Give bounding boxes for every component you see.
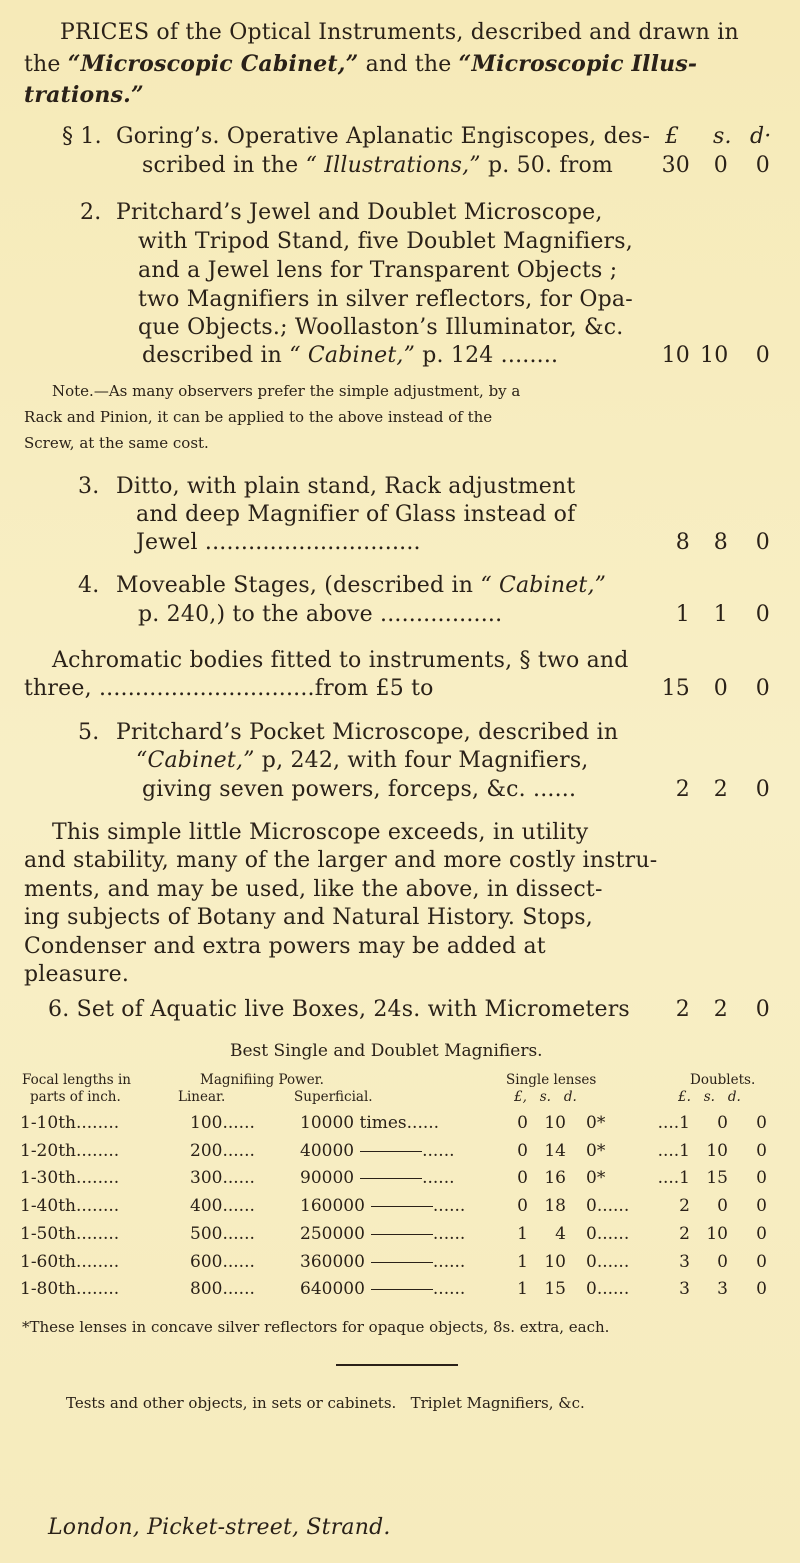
row-single-pence: 0...... [586,1223,630,1244]
row-superficial-leader: ...... [432,1279,466,1300]
item-3-shillings: 8 [713,530,728,555]
item-3-pence: 0 [755,530,770,555]
item-4-pence: 0 [755,602,770,627]
para-line-4: ing subjects of Botany and Natural History. Stops, [24,905,593,930]
row-doublet-pounds: ....1 [657,1140,690,1161]
header-single: Single lenses [506,1072,597,1088]
row-focal: 1-20th........ [20,1140,120,1161]
item-2-line-2: with Tripod Stand, five Doublet Magnifiers, [138,229,633,254]
item-6-shillings: 2 [713,997,728,1022]
ditto-dash [371,1289,433,1290]
row-superficial [300,1196,466,1217]
header-superficial: Superficial. [294,1089,373,1105]
row-focal: 1-40th........ [20,1196,120,1217]
para-line-6: pleasure. [24,962,130,987]
currency-pence: d· [750,124,772,149]
item-5-line-3: giving seven powers, forceps, &c. ...... [142,777,577,802]
header-linear: Linear. [178,1089,226,1105]
header-line-3: trations.” [24,82,144,108]
row-doublet-shillings: 0 [717,1251,728,1272]
row-focal: 1-80th........ [20,1279,120,1300]
row-doublet-pounds: 3 [679,1251,690,1272]
item-2-number: 2. [80,200,102,225]
item-3-line-3: Jewel .............................. [136,530,421,555]
row-superficial-value: 90000 [300,1168,355,1189]
item-4-ref: “ Cabinet,” [480,573,607,598]
row-doublet-shillings: 10 [706,1140,728,1161]
item-4-line-1-pre: Moveable Stages, (described in [116,573,481,598]
item-1-line-1: Goring’s. Operative Aplanatic Engiscopes, des- [116,124,651,149]
header-title-illustrations: “Microscopic Illus- [458,51,698,77]
header-line-2-mid: and the [358,52,459,77]
row-superficial-value: 160000 [300,1196,365,1217]
achromatic-line-1: Achromatic bodies fitted to instruments, § two and [52,648,629,673]
row-doublet-pence: 0 [756,1196,767,1217]
currency-shillings: s. [713,124,732,149]
ditto-dash [371,1262,433,1263]
header-line-2-pre: the [24,52,68,77]
row-superficial [300,1141,460,1161]
row-single-pence: 0...... [586,1196,630,1217]
header-single-units: £, s. d. [514,1089,577,1105]
row-single-pounds: 0 [517,1168,528,1189]
item-1-shillings: 0 [713,153,728,178]
currency-pounds: £ [665,124,680,149]
row-single-shillings: 16 [544,1168,566,1189]
item-1-pence: 0 [755,153,770,178]
row-single-shillings: 15 [544,1279,566,1300]
note-line-2: Rack and Pinion, it can be applied to the above instead of the [24,408,493,426]
item-2-pence: 0 [755,343,770,368]
row-single-pence: 0* [586,1168,606,1189]
row-single-pounds: 1 [517,1223,528,1244]
row-superficial-leader: ...... [422,1168,455,1189]
ditto-dash [360,1178,422,1179]
item-5-line-1: Pritchard’s Pocket Microscope, described in [116,720,619,745]
row-superficial-value: 250000 [300,1223,365,1244]
item-1-line-2-pre: scribed in the [142,153,306,178]
item-2-line-1: Pritchard’s Jewel and Doublet Microscope, [116,200,603,225]
item-4-shillings: 1 [713,602,728,627]
item-4-pounds: 1 [675,602,690,627]
item-1-number: § 1. [62,124,102,149]
row-doublet-pence: 0 [756,1279,767,1300]
note-line-1: Note.—As many observers prefer the simple adjustment, by a [52,382,521,400]
note-line-3: Screw, at the same cost. [24,434,209,452]
row-focal: 1-50th........ [20,1223,120,1244]
row-superficial [300,1223,466,1244]
achromatic-line-2: three, ..............................from £5 to [24,676,434,701]
item-3-pounds: 8 [675,530,690,555]
row-single-shillings: 10 [544,1113,566,1133]
item-2-pounds: 10 [661,343,690,368]
item-3-line-2: and deep Magnifier of Glass instead of [136,502,576,527]
row-single-shillings: 18 [544,1196,566,1217]
row-doublet-pence: 0 [756,1113,767,1133]
header-power: Magnifiing Power. [200,1072,324,1088]
item-2-shillings: 10 [700,343,729,368]
item-5-shillings: 2 [713,777,728,802]
row-superficial [300,1113,460,1133]
row-doublet-shillings: 0 [717,1113,728,1133]
row-linear: 800...... [190,1279,255,1300]
row-superficial-leader: ...... [432,1196,466,1217]
row-doublet-pounds: ....1 [657,1168,690,1189]
row-focal: 1-10th........ [20,1113,120,1133]
row-superficial-value: 40000 [300,1140,355,1161]
footer-tests: Tests and other objects, in sets or cabinets. Triplet Magnifiers, &c. [66,1394,585,1412]
row-linear: 600...... [190,1251,255,1272]
row-superficial-value: 640000 [300,1279,365,1300]
item-4-line-2: p. 240,) to the above ................. [138,602,503,627]
header-focal-1: Focal lengths in [22,1072,131,1088]
row-single-pounds: 1 [517,1279,528,1300]
row-linear: 200...... [190,1140,255,1161]
row-superficial [300,1251,466,1272]
para-line-2: and stability, many of the larger and more costly instru- [24,848,658,873]
row-doublet-shillings: 0 [717,1196,728,1217]
row-doublet-pounds: ....1 [657,1113,690,1133]
magnifiers-footnote: *These lenses in concave silver reflectors for opaque objects, 8s. extra, each. [22,1318,610,1336]
row-linear: 300...... [190,1168,255,1189]
item-5-ref: “Cabinet,” [136,748,255,773]
item-3-number: 3. [78,474,100,499]
row-doublet-pounds: 2 [679,1223,690,1244]
row-single-shillings: 4 [555,1223,566,1244]
achromatic-pence: 0 [755,676,770,701]
item-2-line-6-pre: described in [142,343,290,368]
achromatic-pounds: 15 [661,676,690,701]
para-line-3: ments, and may be used, like the above, in dissect- [24,877,603,902]
header-title-cabinet: “Microscopic Cabinet,” [67,51,359,77]
row-doublet-shillings: 15 [706,1168,728,1189]
item-4-number: 4. [78,573,100,598]
item-2-ref: “ Cabinet,” [289,343,416,368]
ditto-dash [371,1206,433,1207]
item-5-pounds: 2 [675,777,690,802]
ditto-dash [371,1234,433,1235]
item-5-pence: 0 [755,777,770,802]
header-focal-2: parts of inch. [30,1089,121,1105]
item-2-line-6 [142,343,558,368]
row-focal: 1-60th........ [20,1251,120,1272]
item-1-pounds: 30 [661,153,690,178]
row-single-pence: 0...... [586,1279,630,1300]
header-doublet-units: £. s. d. [678,1089,741,1105]
footer-address: London, Picket-street, Strand. [48,1515,391,1540]
item-3-line-1: Ditto, with plain stand, Rack adjustment [116,474,576,499]
item-2-line-3: and a Jewel lens for Transparent Objects ; [138,258,618,283]
item-1-line-2 [142,153,613,178]
item-6-pounds: 2 [675,997,690,1022]
achromatic-shillings: 0 [713,676,728,701]
row-superficial [300,1279,466,1300]
row-superficial-leader: ...... [432,1223,466,1244]
row-single-pounds: 0 [517,1140,528,1161]
row-superficial [300,1168,460,1188]
row-superficial-leader: ...... [432,1251,466,1272]
row-single-pence: 0...... [586,1251,630,1272]
row-doublet-pounds: 3 [679,1279,690,1300]
item-4-line-1 [116,573,606,598]
row-doublet-pence: 0 [756,1168,767,1189]
item-6-line: 6. Set of Aquatic live Boxes, 24s. with Micrometers [48,997,630,1022]
header-doublets: Doublets. [690,1072,756,1088]
row-doublet-shillings: 3 [717,1279,728,1300]
row-single-shillings: 14 [544,1140,566,1161]
row-superficial-leader: ...... [422,1140,455,1161]
row-doublet-pounds: 2 [679,1196,690,1217]
header-line-2 [24,51,697,77]
row-single-pence: 0* [586,1140,606,1161]
para-line-5: Condenser and extra powers may be added at [24,934,546,959]
item-6-pence: 0 [755,997,770,1022]
row-single-shillings: 10 [544,1251,566,1272]
row-doublet-pence: 0 [756,1223,767,1244]
row-linear: 400...... [190,1196,255,1217]
row-superficial-value: 360000 [300,1251,365,1272]
row-doublet-pence: 0 [756,1251,767,1272]
row-single-pounds: 0 [517,1113,528,1133]
item-2-line-6-post: p. 124 ........ [415,343,559,368]
row-single-pounds: 0 [517,1196,528,1217]
ditto-dash [360,1151,422,1152]
row-linear: 500...... [190,1223,255,1244]
item-1-line-2-post: p. 50. from [480,153,613,178]
row-superficial-value: 10000 times...... [300,1113,440,1133]
item-2-line-4: two Magnifiers in silver reflectors, for Opa- [138,287,633,312]
row-linear: 100...... [190,1113,255,1133]
para-line-1: This simple little Microscope exceeds, in utility [52,820,589,845]
item-2-line-5: que Objects.; Woollaston’s Illuminator, &c. [138,315,624,340]
row-single-pounds: 1 [517,1251,528,1272]
row-doublet-pence: 0 [756,1140,767,1161]
row-doublet-shillings: 10 [706,1223,728,1244]
item-5-number: 5. [78,720,100,745]
item-5-line-2-post: p, 242, with four Magnifiers, [254,748,589,773]
magnifiers-title: Best Single and Doublet Magnifiers. [230,1041,543,1061]
row-focal: 1-30th........ [20,1168,120,1189]
item-1-ref: “ Illustrations,” [305,153,481,178]
header-line-1: PRICES of the Optical Instruments, described and drawn in [60,20,739,45]
row-single-pence: 0* [586,1113,606,1133]
divider-rule [336,1364,458,1366]
item-5-line-2 [136,748,589,773]
